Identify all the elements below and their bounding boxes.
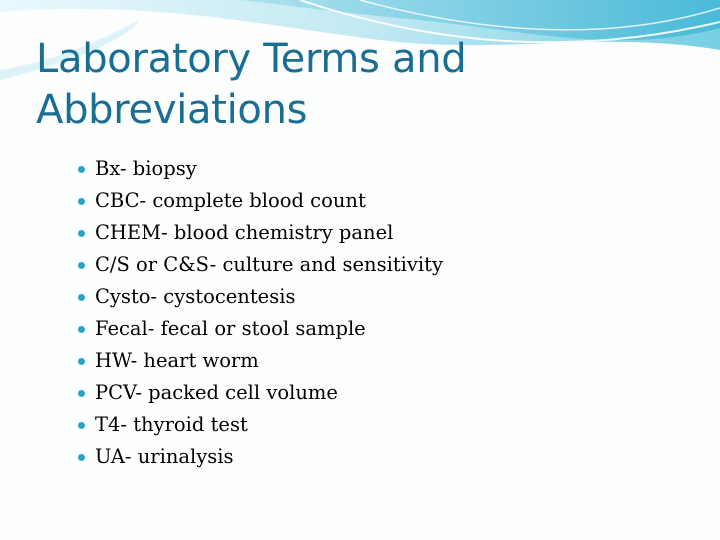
bullet-dot-icon xyxy=(78,262,85,269)
list-item xyxy=(78,313,678,345)
list-item xyxy=(78,409,678,441)
bullet-text: Fecal- fecal or stool sample xyxy=(95,317,366,340)
bullet-dot-icon xyxy=(78,166,85,173)
bullet-dot-icon xyxy=(78,454,85,461)
list-item xyxy=(78,249,678,281)
bullet-text: PCV- packed cell volume xyxy=(95,381,338,404)
list-item xyxy=(78,281,678,313)
bullet-dot-icon xyxy=(78,390,85,397)
list-item xyxy=(78,377,678,409)
bullet-text: Cysto- cystocentesis xyxy=(95,285,296,308)
list-item xyxy=(78,345,678,377)
bullet-dot-icon xyxy=(78,230,85,237)
list-item xyxy=(78,185,678,217)
bullet-text: UA- urinalysis xyxy=(95,445,234,468)
list-item xyxy=(78,441,678,473)
bullet-text: T4- thyroid test xyxy=(95,413,248,436)
bullet-text: C/S or C&S- culture and sensitivity xyxy=(95,253,444,276)
bullet-list xyxy=(78,153,678,473)
list-item xyxy=(78,217,678,249)
bullet-dot-icon xyxy=(78,326,85,333)
bullet-text: HW- heart worm xyxy=(95,349,259,372)
bullet-text: CBC- complete blood count xyxy=(95,189,366,212)
bullet-dot-icon xyxy=(78,358,85,365)
slide-title: Laboratory Terms and Abbreviations xyxy=(36,36,467,133)
bullet-dot-icon xyxy=(78,422,85,429)
bullet-dot-icon xyxy=(78,198,85,205)
list-item xyxy=(78,153,678,185)
bullet-dot-icon xyxy=(78,294,85,301)
bullet-text: CHEM- blood chemistry panel xyxy=(95,221,394,244)
bullet-text: Bx- biopsy xyxy=(95,157,197,180)
